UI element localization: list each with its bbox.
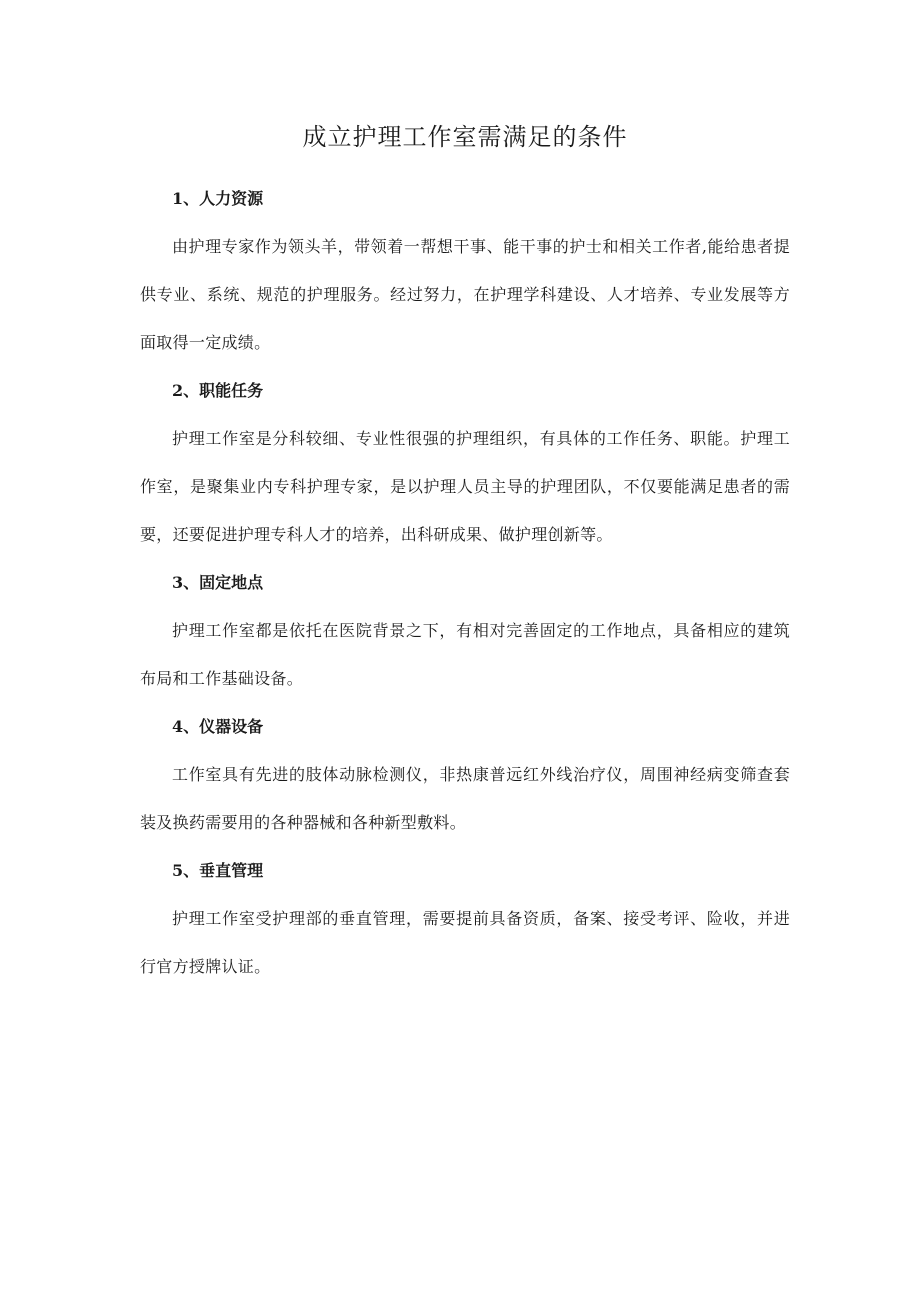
- section-body: 由护理专家作为领头羊，带领着一帮想干事、能干事的护士和相关工作者,能给患者提供专业、系统、规范的护理服务。经过努力，在护理学科建设、人才培养、专业发展等方面取得一定成绩。: [140, 237, 790, 352]
- section-body: 护理工作室受护理部的垂直管理，需要提前具备资质，备案、接受考评、险收，并进行官方授牌认证。: [140, 909, 790, 976]
- document-page: [140, 118, 790, 1004]
- section-body: 护理工作室是分科较细、专业性很强的护理组织，有具体的工作任务、职能。护理工作室，是聚集业内专科护理专家，是以护理人员主导的护理团队，不仅要能满足患者的需要，还要促进护理专科人才的培养，出科研成果、做护理创新等。: [140, 429, 790, 544]
- section-equipment: [140, 716, 790, 847]
- section-vertical-management: [140, 860, 790, 991]
- section-body: 工作室具有先进的肢体动脉检测仪，非热康普远红外线治疗仪，周围神经病变筛查套装及换药需要用的各种器械和各种新型敷料。: [140, 765, 790, 832]
- section-body: 护理工作室都是依托在医院背景之下，有相对完善固定的工作地点，具备相应的建筑布局和工作基础设备。: [140, 621, 790, 688]
- section-heading: 5、垂直管理: [172, 861, 264, 880]
- section-heading: 2、职能任务: [172, 381, 264, 400]
- section-fixed-location: [140, 572, 790, 703]
- section-functions-tasks: [140, 380, 790, 559]
- section-heading: 1、人力资源: [172, 189, 264, 208]
- section-heading: 4、仪器设备: [172, 717, 264, 736]
- document-title: 成立护理工作室需满足的条件: [302, 123, 628, 151]
- section-heading: 3、固定地点: [172, 573, 264, 592]
- section-human-resources: [140, 188, 790, 367]
